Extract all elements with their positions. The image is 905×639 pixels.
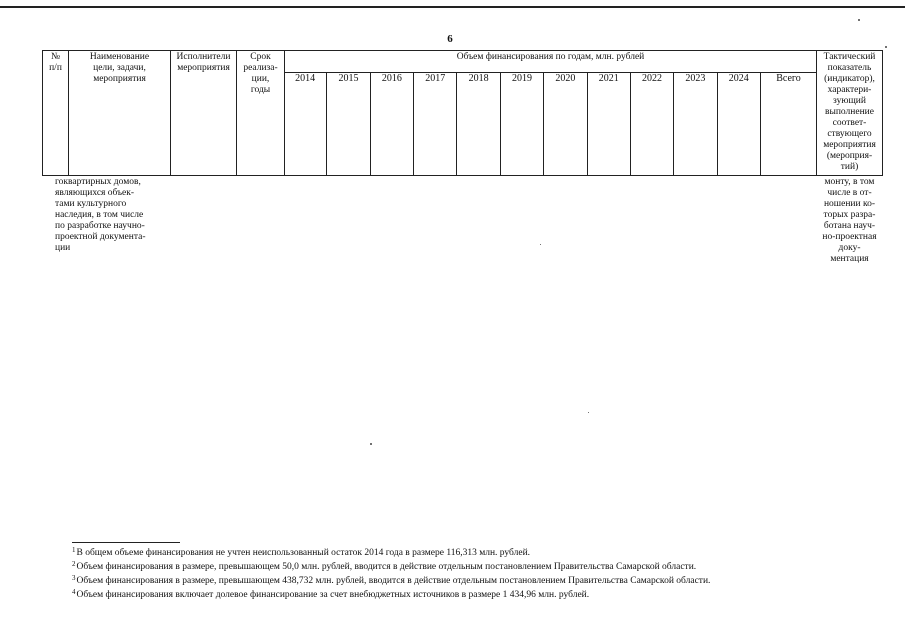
scan-speck [540, 244, 541, 245]
continuation-name-text: гоквартирных домов, являющихся объек- тами культурного наследия, в том числе по разработке научно- проектной документа- ции [55, 177, 146, 253]
footnote-mark: 2 [72, 560, 76, 568]
footnotes [72, 545, 710, 601]
header-indicator-label: Тактический показатель (индикатор), характери- зующий выполнение соответ- ствующего мероприятия (мероприя- тий) [823, 52, 876, 172]
header-cell-term [236, 50, 285, 176]
footnote-4 [72, 587, 710, 601]
footnote-mark: 4 [72, 588, 76, 596]
header-cell-indicator [816, 50, 883, 176]
scan-speck [588, 412, 589, 413]
header-cell-name [68, 50, 171, 176]
header-name-label: Наименование цели, задачи, мероприятия [89, 52, 150, 84]
header-cell-executors [170, 50, 237, 176]
footnote-text: Объем финансирования в размере, превышающем 50,0 млн. рублей, вводится в действие отдельным постановлением Правительства Самарской области. [76, 562, 697, 572]
page-number: 6 [447, 33, 453, 45]
footnote-mark: 3 [72, 574, 76, 582]
footnote-1 [72, 545, 710, 559]
year-columns [284, 72, 816, 176]
year-2020: 2020 [544, 72, 587, 176]
scan-speck [858, 19, 860, 21]
header-term-label: Срок реализа- ции, годы [243, 52, 278, 95]
header-cell-funding [284, 50, 817, 73]
year-2018: 2018 [457, 72, 500, 176]
header-number-label: № п/п [49, 52, 62, 73]
footnote-mark: 1 [72, 546, 76, 554]
scan-speck [370, 443, 372, 445]
footnote-2 [72, 559, 710, 573]
year-2021: 2021 [588, 72, 631, 176]
continuation-indicator-text: монту, в том числе в от- ношении ко- торых разра- ботана науч- но-проектная доку- ментация [822, 177, 877, 264]
year-2014: 2014 [284, 72, 327, 176]
header-cell-number [42, 50, 69, 176]
scan-speck [885, 46, 887, 48]
header-funding-label: Объем финансирования по годам, млн. рублей [456, 52, 645, 62]
footnote-3 [72, 573, 710, 587]
footnote-separator [72, 542, 180, 543]
year-2022: 2022 [631, 72, 674, 176]
year-2023: 2023 [674, 72, 717, 176]
year-total: Всего [776, 73, 801, 84]
top-border-line [0, 6, 905, 8]
year-2015: 2015 [327, 72, 370, 176]
footnote-text: Объем финансирования в размере, превышающем 438,732 млн. рублей, вводится в действие отдельным постановлением Правительства Самарской области. [76, 576, 711, 586]
footnote-text: В общем объеме финансирования не учтен неиспользованный остаток 2014 года в размере 116,313 млн. рублей. [76, 548, 531, 558]
year-2019: 2019 [501, 72, 544, 176]
header-executors-label: Исполнители мероприятия [176, 52, 231, 73]
footnote-text: Объем финансирования включает долевое финансирование за счет внебюджетных источников в размере 1 434,96 млн. рублей. [76, 590, 590, 600]
year-2017: 2017 [414, 72, 457, 176]
year-2016: 2016 [371, 72, 414, 176]
year-2024: 2024 [718, 72, 761, 176]
